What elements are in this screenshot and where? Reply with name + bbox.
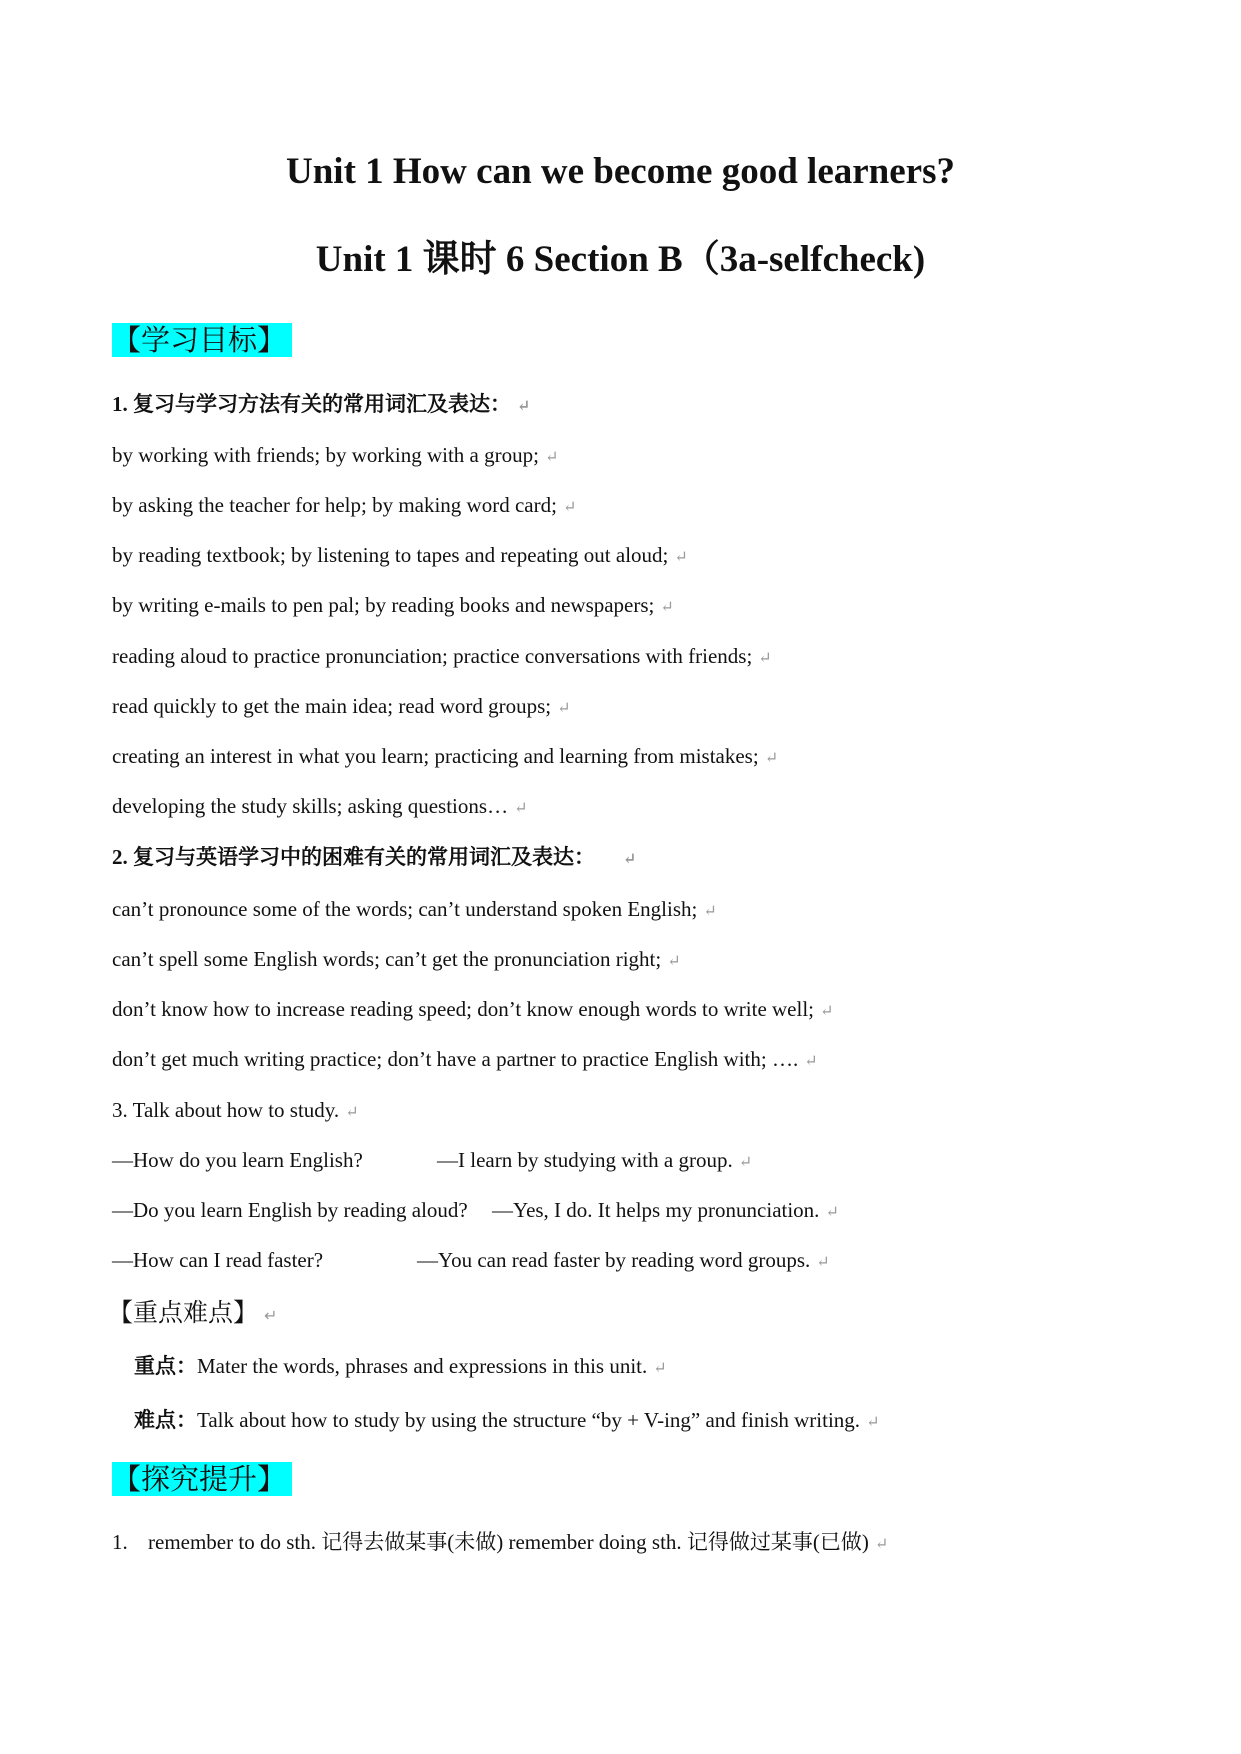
paragraph-mark-icon: ↵	[345, 1104, 359, 1121]
paragraph-mark-icon: ↵	[804, 1053, 818, 1070]
list-item: developing the study skills; asking questions… ↵	[112, 794, 528, 818]
dialogue-row: —How can I read faster? —You can read faster by reading word groups. ↵	[112, 1248, 830, 1272]
paragraph-mark-icon: ↵	[703, 903, 717, 920]
paragraph-mark-icon: ↵	[623, 851, 637, 868]
list-item: don’t get much writing practice; don’t have a partner to practice English with; …. ↵	[112, 1047, 818, 1071]
section-heading-explore: 【探究提升】	[112, 1462, 292, 1496]
difficulty-line: 难点：Talk about how to study by using the structure “by + V-ing” and finish writing. ↵	[134, 1408, 880, 1432]
paragraph-mark-icon: ↵	[758, 650, 772, 667]
section-heading-key-points: 【重点难点】 ↵	[108, 1298, 278, 1327]
list-item: can’t spell some English words; can’t get the pronunciation right; ↵	[112, 947, 681, 971]
paragraph-mark-icon: ↵	[562, 499, 577, 516]
list-item: creating an interest in what you learn; practicing and learning from mistakes; ↵	[112, 744, 779, 768]
list-item: by asking the teacher for help; by making word card; ↵	[112, 493, 577, 517]
item2-title: 2. 复习与英语学习中的困难有关的常用词汇及表达： ↵	[112, 845, 637, 869]
paragraph-mark-icon: ↵	[653, 1360, 667, 1377]
paragraph-mark-icon: ↵	[674, 549, 688, 566]
paragraph-mark-icon: ↵	[557, 700, 571, 717]
paragraph-mark-icon: ↵	[874, 1536, 889, 1553]
document-title: Unit 1 How can we become good learners?	[286, 151, 955, 192]
paragraph-mark-icon: ↵	[764, 750, 779, 767]
dialogue-row: —Do you learn English by reading aloud? —Yes, I do. It helps my pronunciation. ↵	[112, 1198, 839, 1222]
list-item: by reading textbook; by listening to tapes and repeating out aloud; ↵	[112, 543, 688, 567]
list-item: by writing e-mails to pen pal; by reading books and newspapers; ↵	[112, 593, 674, 617]
item1-title: 1. 复习与学习方法有关的常用词汇及表达： ↵	[112, 392, 531, 416]
focus-line: 重点：Mater the words, phrases and expressions in this unit. ↵	[134, 1354, 667, 1378]
paragraph-mark-icon: ↵	[514, 800, 528, 817]
document-subtitle: Unit 1 课时 6 Section B（3a-selfcheck)	[315, 239, 926, 280]
paragraph-mark-icon: ↵	[667, 953, 681, 970]
list-item: read quickly to get the main idea; read word groups; ↵	[112, 694, 571, 718]
explore-item-1: 1. remember to do sth. 记得去做某事(未做) remember doing sth. 记得做过某事(已做) ↵	[112, 1530, 889, 1554]
list-item: reading aloud to practice pronunciation; practice conversations with friends; ↵	[112, 644, 772, 668]
paragraph-mark-icon: ↵	[738, 1154, 753, 1171]
paragraph-mark-icon: ↵	[820, 1003, 834, 1020]
paragraph-mark-icon: ↵	[816, 1254, 830, 1271]
list-item: don’t know how to increase reading speed; don’t know enough words to write well; ↵	[112, 997, 834, 1021]
paragraph-mark-icon: ↵	[825, 1204, 839, 1221]
section-heading-learning-goals: 【学习目标】	[112, 323, 292, 357]
dialogue-row: —How do you learn English? —I learn by studying with a group. ↵	[112, 1148, 753, 1172]
paragraph-mark-icon: ↵	[660, 599, 674, 616]
paragraph-mark-icon: ↵	[866, 1414, 880, 1431]
paragraph-mark-icon: ↵	[544, 449, 559, 466]
paragraph-mark-icon: ↵	[517, 398, 531, 415]
list-item: can’t pronounce some of the words; can’t understand spoken English; ↵	[112, 897, 717, 921]
list-item: by working with friends; by working with a group; ↵	[112, 443, 559, 467]
paragraph-mark-icon: ↵	[264, 1306, 278, 1325]
item3-title: 3. Talk about how to study. ↵	[112, 1098, 359, 1122]
